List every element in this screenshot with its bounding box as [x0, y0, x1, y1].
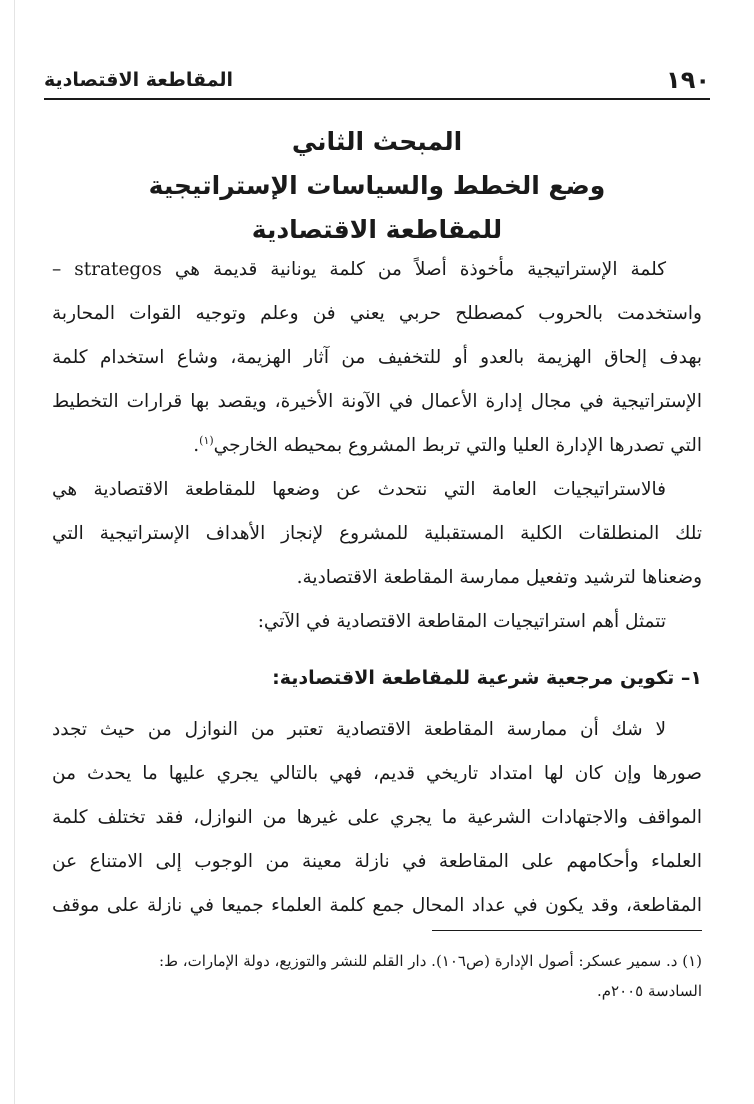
footnote	[52, 946, 702, 1006]
page-number: ١٩٠	[666, 66, 710, 94]
subheading-legal-reference: ١– تكوين مرجعية شرعية للمقاطعة الاقتصادية:	[272, 667, 702, 689]
section-heading-line-1: المبحث الثاني	[291, 127, 463, 156]
paragraph-line: وضعناها لترشيد وتفعيل ممارسة المقاطعة الاقتصادية.	[296, 567, 702, 588]
paragraph-line: المقاطعة، وقد يكون في عداد المحال جمع كلمة العلماء جميعا في نازلة على موقف	[52, 895, 702, 916]
paragraph-line: الإستراتيجية في مجال إدارة الأعمال في الآونة الأخيرة، ويقصد بها قرارات التخطيط	[52, 391, 702, 412]
paragraph-line: واستخدمت بالحروب كمصطلح حربي يعني فن وعلم وتوجيه القوات المحاربة	[52, 303, 702, 324]
paragraph-line: صورها وإن كان لها امتداد تاريخي قديم، فهي بالتالي يجري عليها ما يحدث من	[52, 763, 702, 784]
footnote-line-1: (١) د. سمير عسكر: أصول الإدارة (ص١٠٦). دار القلم للنشر والتوزيع، دولة الإمارات، ط:	[159, 952, 702, 970]
paragraph-line: المواقف والاجتهادات الشرعية ما يجري على غيرها من النوازل، فقد تختلف كلمة	[52, 807, 702, 828]
body-text	[52, 248, 702, 928]
paragraph-strategies-intro: تتمثل أهم استراتيجيات المقاطعة الاقتصادية في الآتي:	[257, 611, 666, 632]
running-title: المقاطعة الاقتصادية	[44, 69, 234, 91]
paragraph-line: بهدف إلحاق الهزيمة بالعدو أو للتخفيف من آثار الهزيمة، وشاع استخدام كلمة	[52, 347, 702, 368]
paragraph-end-mark: .	[193, 435, 200, 456]
paragraph-strategy-definition	[52, 248, 702, 468]
footnote-separator	[432, 930, 702, 931]
paragraph-line: كلمة الإستراتيجية مأخوذة أصلاً من كلمة يونانية قديمة هي strategos –	[52, 259, 667, 280]
page-edge-line	[14, 0, 15, 1104]
footnote-reference: (١)	[199, 433, 214, 447]
paragraph-legal-reference	[52, 708, 702, 928]
paragraph-line-text: التي تصدرها الإدارة العليا والتي تربط المشروع بمحيطه الخارجي	[213, 435, 702, 456]
footnote-line-2: السادسة ٢٠٠٥م.	[596, 982, 702, 1000]
section-heading	[44, 120, 710, 252]
page-header	[44, 58, 710, 94]
paragraph-line: فالاستراتيجيات العامة التي نتحدث عن وضعها للمقاطعة الاقتصادية هي	[52, 479, 666, 500]
paragraph-line	[52, 424, 702, 468]
header-rule	[44, 98, 710, 100]
section-heading-line-3: للمقاطعة الاقتصادية	[251, 215, 503, 244]
paragraph-general-strategies	[52, 468, 702, 600]
paragraph-line: تلك المنطلقات الكلية المستقبلية للمشروع لإنجاز الأهداف الإستراتيجية التي	[52, 523, 702, 544]
section-heading-line-2: وضع الخطط والسياسات الإستراتيجية	[148, 171, 606, 200]
paragraph-line: لا شك أن ممارسة المقاطعة الاقتصادية تعتبر من النوازل من حيث تجدد	[52, 719, 666, 740]
paragraph-line: العلماء وأحكامهم على المقاطعة في نازلة معينة من الوجوب إلى الامتناع عن	[52, 851, 702, 872]
